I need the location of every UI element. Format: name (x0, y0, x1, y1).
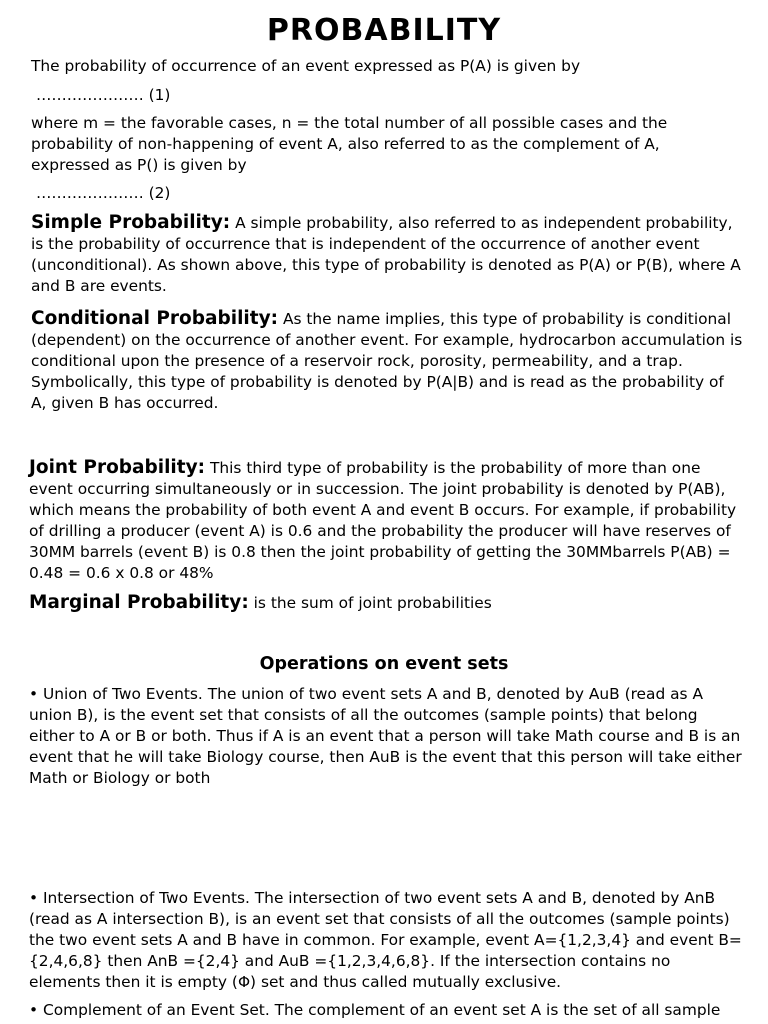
marginal-probability-text: is the sum of joint probabilities (248, 594, 492, 612)
joint-probability-text: This third type of probability is the probability of more than one event occurring simultaneously or in succession. The joint probability is denoted by P(AB), which means the probability of both event A and event B occurs. For example, if probability of drilling a producer (event A) is 0.6 and the probability the producer will have reserves of 30MM barrels (event B) is 0.8 then the joint probability of getting the 30MMbarrels P(AB) = 0.48 = 0.6 x 0.8 or 48% (29, 459, 737, 582)
page-title: PROBABILITY (266, 13, 502, 48)
marginal-probability-paragraph (29, 592, 743, 614)
conditional-probability-heading: Conditional Probability: (31, 308, 279, 329)
joint-probability-paragraph (29, 457, 743, 584)
intro-sentence: The probability of occurrence of an event expressed as P(A) is given by (31, 57, 581, 75)
simple-probability-heading: Simple Probability: (31, 212, 231, 233)
conditional-probability-text: As the name implies, this type of probability is conditional (dependent) on the occurrence of another event. For example, hydrocarbon accumulation is conditional upon the presence of a reservoir rock, porosity, permeability, and a trap. Symbolically, this type of probability is denoted by P(A|B) and is read as the probability of A, given B has occurred. (31, 310, 743, 412)
intersection-bullet: • Intersection of Two Events. The intersection of two event sets A and B, denoted by AnB (read as A intersection B), is an event set that consists of all the outcomes (sample points) the two event sets A and B have in common. For example, event A={1,2,3,4} and event B={2,4,6,8} then AnB ={2,4} and AuB ={1,2,3,4,6,8}. If the intersection contains no elements then it is empty (Φ) set and thus called mutually exclusive. (29, 889, 742, 991)
union-bullet: • Union of Two Events. The union of two event sets A and B, denoted by AuB (read as A union B), is the event set that consists of all the outcomes (sample points) that belong either to A or B or both. Thus if A is an event that a person will take Math course and B is an event that he will take Biology course, then AuB is the event that this person will take either Math or Biology or both (29, 685, 742, 787)
equation-1-placeholder: ………………… (1) (36, 86, 171, 104)
operations-section-title: Operations on event sets (259, 654, 509, 674)
intro-explanation: where m = the favorable cases, n = the total number of all possible cases and the probability of non-happening of event A, also referred to as the complement of A, expressed as P() is given by (31, 114, 668, 174)
marginal-probability-heading: Marginal Probability: (29, 592, 249, 613)
joint-probability-heading: Joint Probability: (29, 457, 206, 478)
simple-probability-paragraph (31, 212, 743, 297)
simple-probability-text: A simple probability, also referred to as independent probability, is the probability of occurrence that is independent of the occurrence of another event (unconditional). As shown above, this type of probability is denoted as P(A) or P(B), where A and B are events. (31, 214, 741, 295)
complement-bullet: • Complement of an Event Set. The complement of an event set A is the set of all sample (29, 1001, 721, 1019)
equation-2-placeholder: ………………… (2) (36, 184, 171, 202)
conditional-probability-paragraph (31, 308, 743, 414)
